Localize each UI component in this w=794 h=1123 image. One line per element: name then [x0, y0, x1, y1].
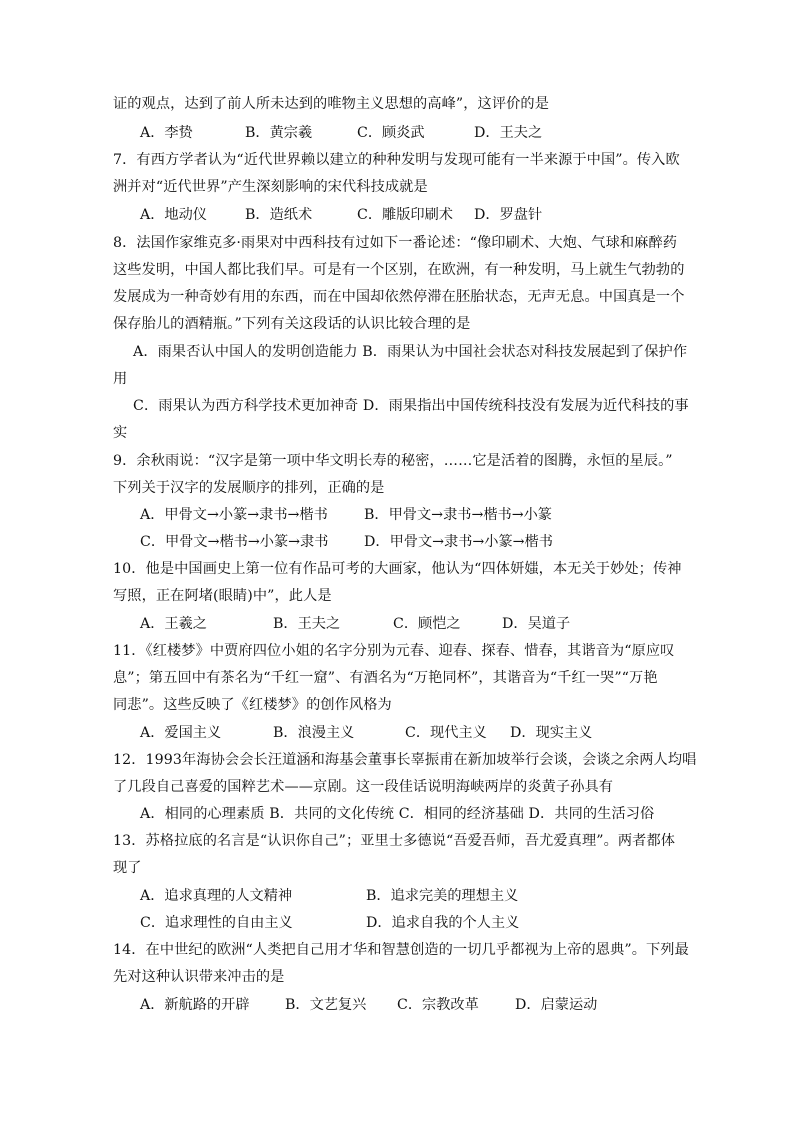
q6-option-c: C．顾炎武 — [357, 125, 425, 141]
q6-option-a: A．李贽 — [140, 125, 193, 141]
q14-option-c: C．宗教改革 — [397, 997, 479, 1013]
q11-option-a: A．爱国主义 — [140, 725, 222, 741]
q9-stem-line2: 下列关于汉字的发展顺序的排列，正确的是 — [113, 480, 385, 496]
q7-option-c: C．雕版印刷术 — [357, 207, 453, 223]
q14-option-b: B．文艺复兴 — [285, 997, 367, 1013]
q10-option-a: A．王羲之 — [140, 616, 207, 632]
q12-options: A．相同的心理素质 B．共同的文化传统 C．相同的经济基础 D．共同的生活习俗 — [140, 806, 655, 822]
q8-stem-line2: 这些发明，中国人都比我们早。可是有一个区别，在欧洲，有一种发明，马上就生气勃勃的 — [113, 262, 685, 278]
q7-stem-line1: 7．有西方学者认为“近代世界赖以建立的种种发明与发现可能有一半来源于中国”。传入欧 — [113, 152, 680, 168]
q14-option-d: D．启蒙运动 — [515, 997, 598, 1013]
q7-option-a: A．地动仪 — [140, 207, 207, 223]
q12-stem-line1: 12．1993年海协会会长汪道涵和海基会董事长辜振甫在新加坡举行会谈，会谈之余两人均唱 — [113, 752, 697, 768]
q8-stem-line1: 8．法国作家维克多·雨果对中西科技有过如下一番论述：“像印刷术、大炮、气球和麻醉药 — [113, 235, 678, 251]
q7-option-b: B．造纸术 — [245, 207, 313, 223]
q11-option-b: B．浪漫主义 — [273, 725, 355, 741]
q11-option-c: C．现代主义 — [405, 725, 487, 741]
q9-option-d: D．甲骨文→隶书→小篆→楷书 — [364, 534, 553, 550]
q11-stem-line1: 11．《红楼梦》中贾府四位小姐的名字分别为元春、迎春、探春、惜春，其谐音为“原应叹 — [113, 643, 675, 659]
q14-stem-line2: 先对这种认识带来冲击的是 — [113, 969, 285, 985]
q13-option-d: D．追求自我的个人主义 — [366, 915, 520, 931]
q14-option-a: A．新航路的开辟 — [140, 997, 250, 1013]
q8-stem-line4: 保存胎儿的酒精瓶。”下列有关这段话的认识比较合理的是 — [113, 316, 471, 332]
q10-option-c: C．顾恺之 — [393, 616, 461, 632]
q10-option-d: D．吴道子 — [502, 616, 571, 632]
q13-option-c: C．追求理性的自由主义 — [140, 915, 293, 931]
q9-option-a: A．甲骨文→小篆→隶书→楷书 — [140, 507, 328, 523]
q13-option-a: A．追求真理的人文精神 — [140, 888, 293, 904]
q9-option-b: B．甲骨文→隶书→楷书→小篆 — [364, 507, 552, 523]
q7-option-d: D．罗盘针 — [474, 207, 543, 223]
q10-option-b: B．王夫之 — [273, 616, 341, 632]
q13-option-b: B．追求完美的理想主义 — [366, 888, 519, 904]
q6-option-b: B．黄宗羲 — [245, 125, 313, 141]
q14-stem-line1: 14．在中世纪的欧洲“人类把自己用才华和智慧创造的一切几乎都视为上帝的恩典”。下列最 — [113, 942, 689, 958]
q6-stem-tail: 证的观点，达到了前人所未达到的唯物主义思想的高峰”，这评价的是 — [113, 96, 549, 112]
q11-stem-line3: 同悲”。这些反映了《红楼梦》的创作风格为 — [113, 697, 392, 713]
q7-stem-line2: 洲并对“近代世界”产生深刻影响的宋代科技成就是 — [113, 179, 428, 195]
q8-stem-line3: 发展成为一种奇妙有用的东西，而在中国却依然停滞在胚胎状态，无声无息。中国真是一个 — [113, 289, 685, 305]
q12-stem-line2: 了几段自己喜爱的国粹艺术——京剧。这一段佳话说明海峡两岸的炎黄子孙具有 — [113, 779, 614, 795]
q13-stem-line2: 现了 — [113, 860, 142, 876]
q13-stem-line1: 13．苏格拉底的名言是“认识你自己”；亚里士多德说“吾爱吾师，吾尤爱真理”。两者都体 — [113, 833, 676, 849]
q10-stem-line2: 写照，正在阿堵(眼睛)中”，此人是 — [113, 588, 332, 604]
q11-stem-line2: 息”；第五回中有茶名为“千红一窟”、有酒名为“万艳同杯”，其谐音为“千红一哭”“万艳 — [113, 670, 658, 686]
q11-option-d: D．现实主义 — [510, 725, 593, 741]
q8-options-ab-wrap: 用 — [113, 371, 128, 387]
q8-options-cd-wrap: 实 — [113, 425, 128, 441]
q9-option-c: C．甲骨文→楷书→小篆→隶书 — [140, 534, 329, 550]
q10-stem-line1: 10．他是中国画史上第一位有作品可考的大画家，他认为“四体妍媸，本无关于妙处；传神 — [113, 561, 682, 577]
q6-option-d: D．王夫之 — [474, 125, 543, 141]
q8-options-cd: C．雨果认为西方科学技术更加神奇 D．雨果指出中国传统科技没有发展为近代科技的事 — [133, 398, 689, 414]
q8-options-ab: A．雨果否认中国人的发明创造能力 B．雨果认为中国社会状态对科技发展起到了保护作 — [133, 344, 688, 360]
q9-stem-line1: 9．余秋雨说：“汉字是第一项中华文明长寿的秘密，……它是活着的图腾，永恒的星辰。” — [113, 453, 673, 469]
